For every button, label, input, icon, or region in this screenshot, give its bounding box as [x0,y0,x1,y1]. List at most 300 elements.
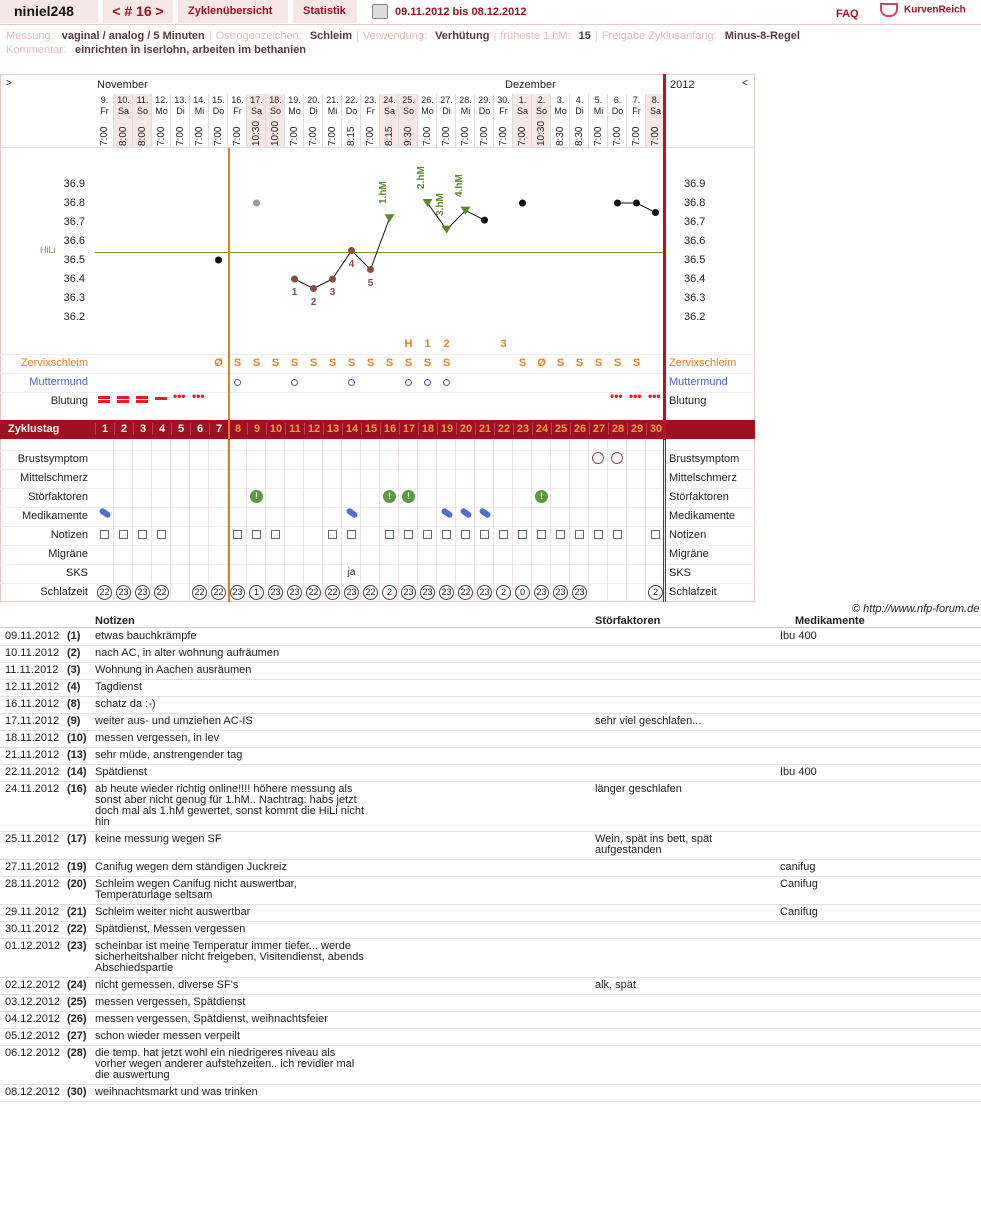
note-text: Spätdienst, Messen vergessen [95,923,246,935]
col-line [436,440,437,602]
disturbance-icon: ! [250,490,263,503]
temp-point [481,217,488,224]
measure-time: 7:00 [631,126,642,146]
cervix-position-icon [291,379,298,386]
row-label-right: Migräne [669,548,709,560]
day-date: 26. [421,95,434,105]
cycle-day-number: 22 [494,423,513,435]
day-weekday: Mi [194,106,205,116]
meta-label: Freigabe Zyklusanfang: [601,30,717,42]
note-date: 16.11.2012 [5,698,60,710]
temp-tick-left: 36.3 [63,292,85,304]
note-icon[interactable] [423,530,432,539]
row-label-left: Zervixschleim [20,357,88,369]
sleep-time-clock: 2 [648,585,663,600]
notes-col-header: Notizen [95,615,135,627]
row-label-left: Notizen [50,529,88,541]
note-text: etwas bauchkrämpfe [95,630,197,642]
spotting-icon: ••• [610,389,623,403]
day-date: 25. [402,95,415,105]
cervix-mark: S [309,357,318,369]
day-weekday: Do [478,106,491,116]
note-icon[interactable] [613,530,622,539]
col-line [607,440,608,602]
temp-tick-left: 36.7 [63,216,85,228]
temp-point [291,276,298,283]
cycle-day-number: 23 [513,423,532,435]
day-weekday: So [136,106,148,116]
date-range: 09.11.2012 bis 08.12.2012 [395,6,527,18]
day-weekday: Di [575,106,584,116]
cycle-day-number: 7 [209,423,228,435]
day-date: 29. [478,95,491,105]
note-date: 24.11.2012 [5,783,60,795]
cycle-day-number: 2 [114,423,133,435]
meta-value: vaginal / analog / 5 Minuten [61,30,205,42]
username: niniel248 [0,0,98,23]
spotting-icon: ••• [629,389,642,403]
day-date: 17. [250,95,263,105]
note-medication: Canifug [780,878,818,890]
day-date: 4. [575,95,584,105]
temp-tick-left: 36.5 [63,254,85,266]
cervix-mark: Ø [537,357,546,369]
note-date: 02.12.2012 [5,979,61,991]
note-text: messen vergessen, Spätdienst, weihnachtsfeier [95,1013,328,1025]
note-text: Wohnung in Aachen ausräumen [95,664,252,676]
notes-row [0,1085,981,1102]
cycle-day-number: 21 [475,423,494,435]
note-text: weihnachtsmarkt und was trinken [95,1086,258,1098]
measure-time: 10:30 [536,120,547,146]
note-icon[interactable] [442,530,451,539]
cervix-mark: S [575,357,584,369]
note-cycle-day: (14) [67,766,87,778]
note-date: 27.11.2012 [5,861,60,873]
note-date: 09.11.2012 [5,630,60,642]
sleep-time-clock: 23 [135,585,150,600]
note-medication: Canifug [780,906,818,918]
day-date: 1. [518,95,527,105]
notes-row [0,748,981,765]
row-label-right: Blutung [669,395,707,407]
temp-tick-right: 36.7 [684,216,706,228]
meta-value: Schleim [309,30,352,42]
sleep-time-clock: 22 [192,585,207,600]
note-cycle-day: (2) [67,647,81,659]
day-date: 18. [269,95,282,105]
note-date: 28.11.2012 [5,878,60,890]
row-label-left: Blutung [50,395,88,407]
cervix-mark: S [233,357,242,369]
note-icon[interactable] [252,530,261,539]
day-date: 28. [459,95,472,105]
measure-time: 7:00 [650,126,661,146]
measure-time: 7:00 [308,126,319,146]
note-icon[interactable] [328,530,337,539]
col-line [246,440,247,602]
col-line [265,440,266,602]
measure-time: 7:00 [422,126,433,146]
row-label-right: Störfaktoren [669,491,729,503]
printer-icon[interactable] [372,4,388,19]
nav-right-arrow[interactable]: < [742,78,748,89]
measure-time: 8:30 [574,126,585,146]
day-weekday: Di [309,106,318,116]
col-line [474,440,475,602]
temp-point [329,276,336,283]
day-weekday: Sa [649,106,661,116]
col-line [626,440,627,602]
note-disturbance: sehr viel geschlafen... [595,715,702,727]
cycle-day-number: 29 [627,423,646,435]
sleep-time-clock: 0 [515,585,530,600]
copyright[interactable]: © http://www.nfp-forum.de [852,603,980,615]
breast-symptom-icon [611,452,623,464]
cycle-day-number: 20 [456,423,475,435]
note-icon[interactable] [480,530,489,539]
day-date: 21. [326,95,339,105]
note-date: 08.12.2012 [5,1086,61,1098]
note-date: 12.11.2012 [5,681,60,693]
mucus-count-label: 2 [443,338,450,350]
cycle-day-label: Zyklustag [8,423,60,435]
note-date: 11.11.2012 [5,664,59,676]
note-cycle-day: (26) [67,1013,87,1025]
low-label: 3 [329,287,336,298]
cervix-mark: S [442,357,451,369]
cycle-day-number: 19 [437,423,456,435]
day-date: 19. [288,95,301,105]
faq-link[interactable]: FAQ [836,8,859,20]
cycle-day-number: 12 [304,423,323,435]
note-date: 05.12.2012 [5,1030,61,1042]
note-icon[interactable] [404,530,413,539]
med-col-header: Medikamente [795,615,865,627]
note-text: Canifug wegen dem ständigen Juckreiz [95,861,288,873]
note-icon[interactable] [347,530,356,539]
nav-left-arrow[interactable]: > [6,78,12,89]
day-date: 20. [307,95,320,105]
measure-time: 10:30 [251,120,262,146]
sleep-time-clock: 2 [496,585,511,600]
col-line [303,440,304,602]
note-cycle-day: (8) [67,698,81,710]
notes-row [0,731,981,748]
high-label: 2.hM [415,166,427,189]
note-icon[interactable] [518,530,527,539]
cycle-nav[interactable]: < # 16 > [103,0,173,23]
day-date: 9. [100,95,109,105]
note-date: 18.11.2012 [5,732,60,744]
measure-time: 7:00 [612,126,623,146]
logo[interactable]: KurvenReich [880,3,966,17]
cervix-mark: S [556,357,565,369]
col-line [113,440,114,602]
cervix-position-icon [443,379,450,386]
temp-tick-left: 36.6 [63,235,85,247]
measure-time: 8:00 [118,126,129,146]
measure-time: 7:00 [327,126,338,146]
measure-time: 10:00 [270,120,281,146]
row-label-left: Mittelschmerz [20,472,88,484]
temp-point [633,200,640,207]
sleep-time-clock: 23 [344,585,359,600]
temp-tick-right: 36.5 [684,254,706,266]
sleep-time-clock: 22 [97,585,112,600]
cycle-day-number: 15 [361,423,380,435]
col-line [360,440,361,602]
temp-tick-right: 36.8 [684,197,706,209]
cervix-position-icon [348,379,355,386]
day-date: 2. [537,95,546,105]
sleep-time-clock: 23 [268,585,283,600]
tab-cycle-overview[interactable]: Zyklenübersicht [178,0,288,23]
note-disturbance: Wein, spät ins bett, spät aufgestanden [595,833,713,856]
row-label-left: Brustsymptom [17,453,88,465]
day-weekday: Mo [288,106,301,116]
day-date: 27. [440,95,453,105]
measure-time: 7:00 [175,126,186,146]
note-icon[interactable] [537,530,546,539]
measure-time: 8:30 [555,126,566,146]
note-cycle-day: (30) [67,1086,87,1098]
note-text: Tagdienst [95,681,143,693]
measure-time: 7:00 [289,126,300,146]
row-label-right: Schlafzeit [669,586,717,598]
day-weekday: Mo [155,106,168,116]
note-icon[interactable] [499,530,508,539]
note-cycle-day: (17) [67,833,87,845]
high-label: 3.hM [434,192,446,216]
low-label: 5 [367,277,374,289]
temp-point [253,200,260,207]
cervix-mark: S [613,357,622,369]
day-date: 5. [594,95,603,105]
note-date: 01.12.2012 [5,940,61,952]
measure-time: 8:00 [137,126,148,146]
note-disturbance: alk, spät [595,979,636,991]
row-label-right: Muttermund [669,376,728,388]
measure-time: 7:00 [194,126,205,146]
day-date: 7. [632,95,641,105]
cycle-day-number: 9 [247,423,266,435]
cycle-start-line [228,148,230,602]
note-date: 21.11.2012 [5,749,60,761]
day-weekday: Do [611,106,624,116]
notes-row [0,1046,981,1085]
notes-row [0,978,981,995]
day-weekday: Mi [327,106,338,116]
notes-row [0,680,981,697]
note-cycle-day: (16) [67,783,87,795]
temp-point [348,247,355,254]
sleep-time-clock: 23 [230,585,245,600]
col-line [379,440,380,602]
note-icon[interactable] [556,530,565,539]
note-medication: canifug [780,861,816,873]
day-weekday: Fr [632,106,641,116]
row-label-right: Medikamente [669,510,736,522]
temp-tick-left: 36.8 [63,197,85,209]
temp-tick-left: 36.9 [63,178,85,190]
meta-label: früheste 1.hM: [500,30,571,42]
col-line [322,440,323,602]
sleep-time-clock: 22 [306,585,321,600]
cycle-day-number: 13 [323,423,342,435]
note-cycle-day: (22) [67,923,87,935]
high-temp-marker [442,226,452,234]
row-label-right: SKS [669,567,692,579]
cervix-mark: S [594,357,603,369]
day-date: 23. [364,95,377,105]
note-date: 10.11.2012 [5,647,60,659]
notes-row [0,663,981,680]
note-date: 25.11.2012 [5,833,60,845]
note-text: keine messung wegen SF [95,833,222,845]
col-line [189,440,190,602]
sleep-time-clock: 1 [249,585,264,600]
day-date: 3. [556,95,565,105]
sleep-time-clock: 23 [553,585,568,600]
notes-row [0,995,981,1012]
notes-row [0,697,981,714]
sleep-time-clock: 22 [458,585,473,600]
col-line [170,440,171,602]
temp-tick-right: 36.9 [684,178,706,190]
note-text: sehr müde, anstrengender tag [95,749,243,761]
tab-statistics[interactable]: Statistik [293,0,357,23]
sleep-time-clock: 22 [325,585,340,600]
note-text: messen vergessen, in lev [95,732,220,744]
day-weekday: Sa [516,106,528,116]
sleep-time-clock: 23 [116,585,131,600]
col-line [588,440,589,602]
cycle-day-number: 11 [285,423,304,435]
measure-time: 7:00 [498,126,509,146]
sleep-time-clock: 23 [420,585,435,600]
measure-time: 9:30 [403,126,414,146]
stoer-col-header: Störfaktoren [595,615,661,627]
note-text: weiter aus- und umziehen AC-IS [95,715,253,727]
sleep-time-clock: 23 [534,585,549,600]
row-label-left: Muttermund [29,376,88,388]
note-date: 03.12.2012 [5,996,61,1008]
bleeding-medium-icon [155,397,167,400]
cervix-mark: S [290,357,299,369]
breast-symptom-icon [592,452,604,464]
note-icon[interactable] [461,530,470,539]
day-date: 15. [212,95,225,105]
note-icon[interactable] [157,530,166,539]
cervix-position-icon [405,379,412,386]
note-cycle-day: (20) [67,878,87,890]
note-icon[interactable] [100,530,109,539]
note-cycle-day: (9) [67,715,81,727]
note-text: Spätdienst [95,766,147,778]
note-medication: Ibu 400 [780,766,817,778]
row-label-right: Notizen [669,529,707,541]
col-line [512,440,513,602]
cycle-day-number: 27 [589,423,608,435]
sleep-time-clock: 22 [363,585,378,600]
notes-header [0,614,981,628]
note-icon[interactable] [271,530,280,539]
sleep-time-clock: 23 [439,585,454,600]
disturbance-icon: ! [535,490,548,503]
spotting-icon: ••• [648,389,661,403]
year-label: 2012 [670,79,695,91]
note-icon[interactable] [119,530,128,539]
note-icon[interactable] [594,530,603,539]
month-label: Dezember [505,79,556,91]
note-medication: Ibu 400 [780,630,817,642]
bleeding-heavy-icon [117,396,129,403]
temp-tick-right: 36.2 [684,311,706,323]
top-bar [0,0,981,24]
day-date: 10. [117,95,130,105]
meta-value: Verhütung [435,30,490,42]
col-line [455,440,456,602]
cycle-day-number: 3 [133,423,152,435]
cycle-day-number: 18 [418,423,437,435]
disturbance-icon: ! [383,490,396,503]
note-icon[interactable] [138,530,147,539]
day-weekday: Do [212,106,225,116]
note-icon[interactable] [385,530,394,539]
meta-value: Minus-8-Regel [724,30,800,42]
day-weekday: Sa [250,106,262,116]
note-icon[interactable] [651,530,660,539]
curve-segment [371,218,390,269]
day-weekday: Mi [593,106,604,116]
cycle-day-number: 25 [551,423,570,435]
notes-row [0,714,981,731]
sleep-time-clock: 23 [572,585,587,600]
notes-row [0,765,981,782]
note-text: Schleim weiter nicht auswertbar [95,906,251,918]
notes-row [0,1012,981,1029]
cycle-day-number: 28 [608,423,627,435]
day-date: 12. [155,95,168,105]
high-temp-marker [385,214,395,222]
notes-row [0,877,981,905]
day-weekday: Mo [554,106,567,116]
day-date: 16. [231,95,244,105]
temp-point [652,209,659,216]
col-line [398,440,399,602]
note-text: messen vergessen, Spätdienst [95,996,246,1008]
notes-row [0,905,981,922]
cervix-mark: S [518,357,527,369]
cycle-day-number: 4 [152,423,171,435]
note-cycle-day: (24) [67,979,87,991]
temp-point [310,285,317,292]
note-icon[interactable] [575,530,584,539]
notes-row [0,629,981,646]
note-icon[interactable] [233,530,242,539]
temp-point [519,200,526,207]
col-line [493,440,494,602]
cycle-day-number: 1 [95,423,114,435]
col-line [208,440,209,602]
note-text: schatz da :-) [95,698,156,710]
bleeding-heavy-icon [98,396,110,403]
day-weekday: Mo [421,106,434,116]
sleep-time-clock: 23 [477,585,492,600]
note-text: nach AC, in alter wohnung aufräumen [95,647,280,659]
col-line [550,440,551,602]
